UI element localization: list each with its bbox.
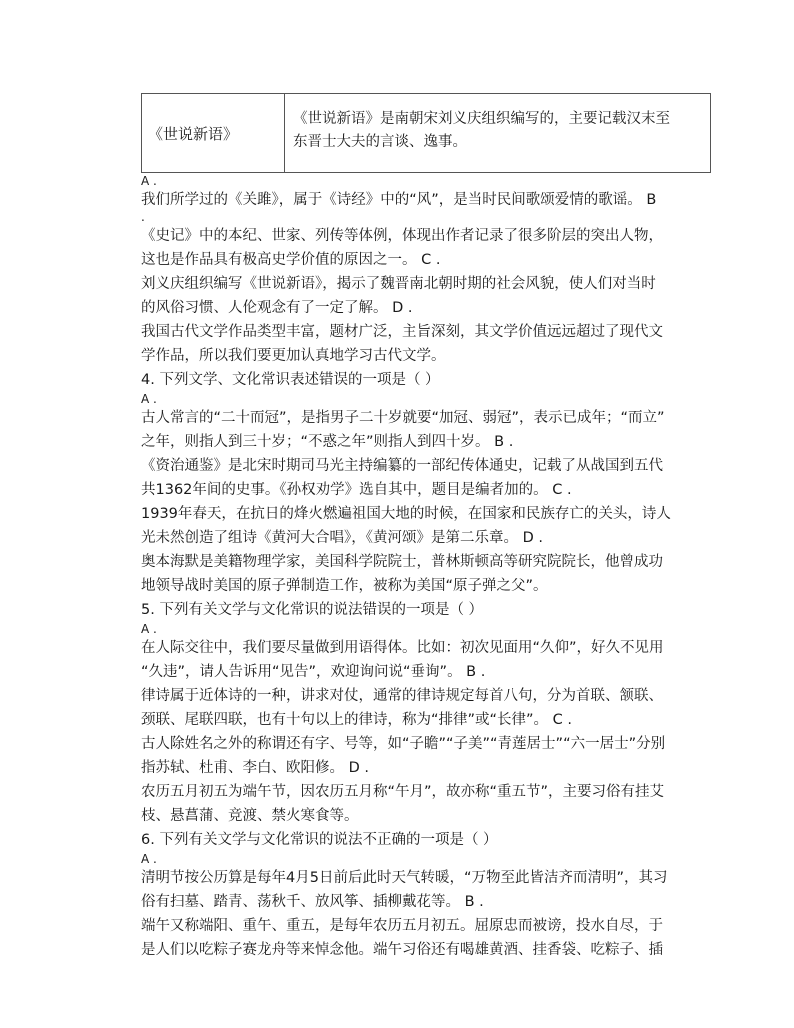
option-text: 俗有扫墓、踏青、荡秋千、放风筝、插柳戴花等。 B .	[141, 894, 484, 910]
option-text: 这也是作品具有极高史学价值的原因之一。 C .	[141, 252, 441, 268]
option-text: 是人们以吃粽子赛龙舟等来悼念他。端午习俗还有喝雄黄酒、挂香袋、吃粽子、插	[141, 942, 663, 958]
option-text: 学作品，所以我们要更加认真地学习古代文学。	[141, 348, 446, 364]
option-text: 奥本海默是美籍物理学家，美国科学院院士，普林斯顿高等研究院院长，他曾成功	[141, 554, 663, 570]
option-text: 刘义庆组织编写《世说新语》，揭示了魏晋南北朝时期的社会风貌，使人们对当时	[141, 276, 656, 292]
option-marker-a: A .	[141, 392, 157, 406]
option-text: 之年，则指人到三十岁；“不惑之年”则指人到四十岁。 B .	[141, 434, 514, 450]
question-title-text: 5. 下列有关文学与文化常识的说法错误的一项是（ ）	[141, 602, 484, 618]
option-text: 《史记》中的本纪、世家、列传等体例，体现出作者记录了很多阶层的突出人物，	[141, 228, 663, 244]
option-text: 古人除姓名之外的称谓还有字、号等，如“子瞻”“子美”“青莲居士”“六一居士”分别	[141, 736, 666, 752]
option-marker-a: A .	[141, 174, 157, 188]
question-title-text: 6. 下列有关文学与文化常识的说法不正确的一项是（ ）	[141, 832, 498, 848]
option-text: 古人常言的“二十而冠”，是指男子二十岁就要“加冠、弱冠”，表示已成年；“而立”	[141, 410, 665, 426]
question-title-text: 4. 下列文学、文化常识表述错误的一项是（ ）	[141, 372, 440, 388]
option-text: 端午又称端阳、重午、重五，是每年农历五月初五。屈原忠而被谤，投水自尽，于	[141, 918, 663, 934]
option-dot: .	[141, 212, 145, 224]
option-text: 共1362年间的史事。《孙权劝学》选自其中，题目是编者加的。 C .	[141, 482, 572, 498]
option-text: “久违”，请人告诉用“见告”，欢迎询问说“垂询”。 B .	[141, 664, 486, 680]
question-content	[141, 174, 703, 962]
question-6-title	[141, 828, 703, 852]
option-text: 1939年春天，在抗日的烽火燃遍祖国大地的时候，在国家和民族存亡的关头，诗人	[141, 506, 671, 522]
option-marker-a: A .	[141, 622, 157, 636]
option-text: 在人际交往中，我们要尽量做到用语得体。比如：初次见面用“久仰”，好久不见用	[141, 640, 664, 656]
option-text: 枝、悬菖蒲、竞渡、禁火寒食等。	[141, 808, 359, 824]
option-text: 律诗属于近体诗的一种，讲求对仗，通常的律诗规定每首八句，分为首联、颔联、	[141, 688, 663, 704]
option-text: 清明节按公历算是每年4月5日前后此时天气转暖，“万物至此皆洁齐而清明”，其习	[141, 870, 668, 886]
option-text: 光未然创造了组诗《黄河大合唱》，《黄河颂》是第二乐章。 D .	[141, 530, 543, 546]
option-text: 农历五月初五为端午节，因农历五月称“午月”，故亦称“重五节”，主要习俗有挂艾	[141, 784, 665, 800]
table-desc-line: 东晋士大夫的言谈、逸事。	[293, 134, 467, 150]
literature-table	[141, 93, 711, 173]
table-cell-description	[285, 94, 710, 172]
question-5-title	[141, 598, 703, 622]
option-text: 地领导战时美国的原子弹制造工作，被称为美国“原子弹之父”。	[141, 578, 548, 594]
table-desc-line: 《世说新语》是南朝宋刘义庆组织编写的，主要记载汉末至	[293, 111, 670, 127]
option-text: 的风俗习惯、人伦观念有了一定了解。 D .	[141, 300, 413, 316]
option-text: 指苏轼、杜甫、李白、欧阳修。 D .	[141, 760, 369, 776]
option-text: 我们所学过的《关雎》，属于《诗经》中的“风”，是当时民间歌颂爱情的歌谣。 B	[141, 192, 657, 208]
option-text: 颈联、尾联四联，也有十句以上的律诗，称为“排律”或“长律”。 C .	[141, 712, 572, 728]
option-marker-a: A .	[141, 852, 157, 866]
option-text: 《资治通鉴》是北宋时期司马光主持编纂的一部纪传体通史，记载了从战国到五代	[141, 458, 663, 474]
question-4-title	[141, 368, 703, 392]
option-text: 我国古代文学作品类型丰富，题材广泛，主旨深刻，其文学价值远远超过了现代文	[141, 324, 663, 340]
table-cell-title: 《世说新语》	[142, 94, 285, 172]
